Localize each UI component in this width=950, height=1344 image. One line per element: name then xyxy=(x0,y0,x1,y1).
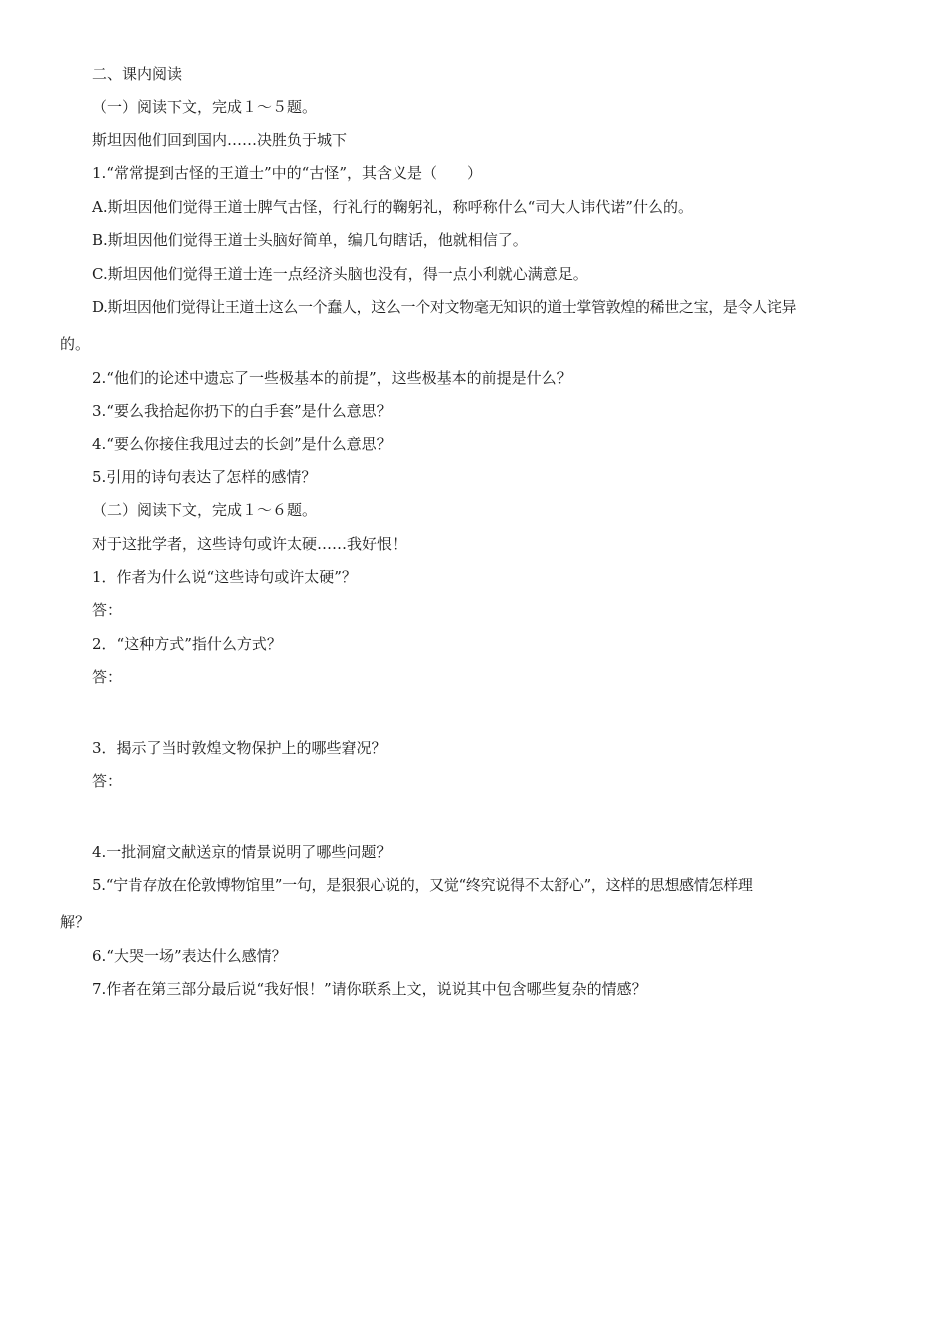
part2-q2-answer-label: 答： xyxy=(92,668,123,686)
part2-q6: 6.“大哭一场”表达什么感情？ xyxy=(92,947,287,965)
part2-excerpt: 对于这批学者，这些诗句或许太硬……我好恨！ xyxy=(92,535,408,553)
part1-excerpt: 斯坦因他们回到国内……决胜负于城下 xyxy=(92,131,348,149)
section-title: 二、课内阅读 xyxy=(92,65,183,83)
part1-q1-option-c: C.斯坦因他们觉得王道士连一点经济头脑也没有，得一点小利就心满意足。 xyxy=(92,265,588,283)
part2-heading: （二）阅读下文，完成１～６题。 xyxy=(92,501,318,519)
part1-q4: 4.“要么你接住我甩过去的长剑”是什么意思？ xyxy=(92,435,392,453)
part1-q1-option-d-cont: 的。 xyxy=(60,335,91,353)
part1-q1-option-d: D.斯坦因他们觉得让王道士这么一个蠢人，这么一个对文物毫无知识的道士掌管敦煌的稀世之宝，是令人诧异 xyxy=(92,298,797,316)
part1-q2: 2.“他们的论述中遗忘了一些极基本的前提”，这些极基本的前提是什么？ xyxy=(92,369,572,387)
part2-q4: 4.一批洞窟文献送京的情景说明了哪些问题？ xyxy=(92,843,392,861)
part2-q2: 2．“这种方式”指什么方式？ xyxy=(92,635,282,653)
part2-q1-answer-label: 答： xyxy=(92,601,123,619)
part2-q7: 7.作者在第三部分最后说“我好恨！”请你联系上文，说说其中包含哪些复杂的情感？ xyxy=(92,980,647,998)
part2-q5-cont: 解？ xyxy=(60,913,91,931)
part2-q3-answer-label: 答： xyxy=(92,772,123,790)
part2-q1: 1．作者为什么说“这些诗句或许太硬”？ xyxy=(92,568,357,586)
part1-q3: 3.“要么我拾起你扔下的白手套”是什么意思？ xyxy=(92,402,392,420)
part1-q5: 5.引用的诗句表达了怎样的感情？ xyxy=(92,468,317,486)
part1-q1-stem: 1.“常常提到古怪的王道士”中的“古怪”，其含义是（ ） xyxy=(92,164,482,182)
part2-q5: 5.“宁肯存放在伦敦博物馆里”一句，是狠狠心说的，又觉“终究说得不太舒心”，这样的思想感情怎样理 xyxy=(92,876,753,894)
part1-q1-option-b: B.斯坦因他们觉得王道士头脑好简单，编几句瞎话，他就相信了。 xyxy=(92,231,528,249)
part1-heading: （一）阅读下文，完成１～５题。 xyxy=(92,98,318,116)
part2-q3: 3．揭示了当时敦煌文物保护上的哪些窘况？ xyxy=(92,739,387,757)
part1-q1-option-a: A.斯坦因他们觉得王道士脾气古怪，行礼行的鞠躬礼，称呼称什么“司大人讳代诺”什么的。 xyxy=(92,198,693,216)
